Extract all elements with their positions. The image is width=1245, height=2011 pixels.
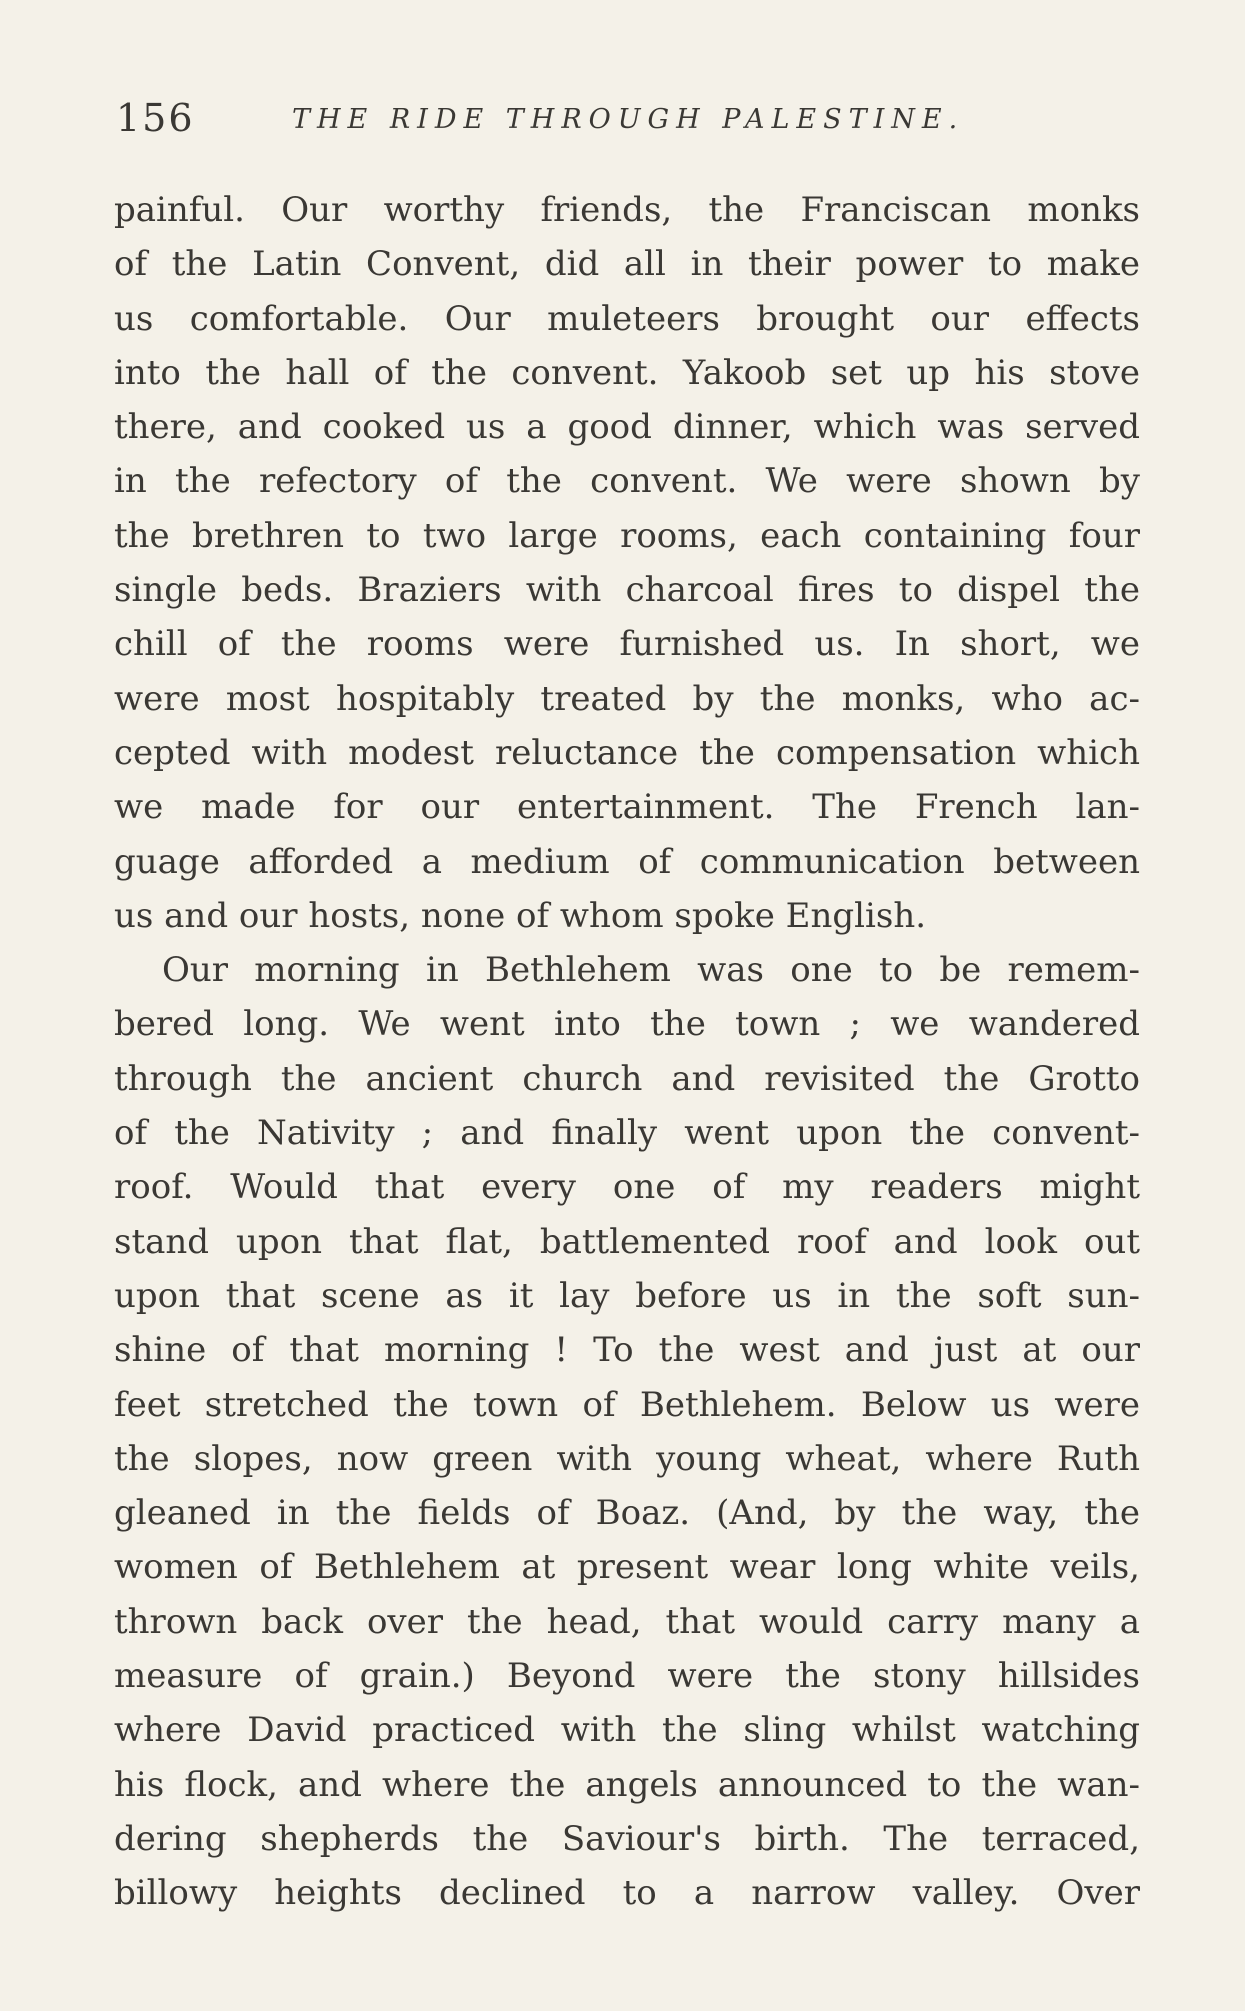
text-line: into the hall of the convent. Yakoob set up his stove: [114, 352, 1140, 393]
text-line: through the ancient church and revisited the Grotto: [114, 1058, 1140, 1099]
text-line: were most hospitably treated by the monks, who ac-: [114, 678, 1140, 719]
text-line: stand upon that flat, battlemented roof and look out: [114, 1221, 1140, 1262]
text-line: women of Bethlehem at present wear long white veils,: [114, 1547, 1140, 1588]
text-line: of the Nativity ; and finally went upon the convent-: [114, 1113, 1140, 1154]
text-line: upon that scene as it lay before us in the soft sun-: [114, 1275, 1140, 1316]
text-line: where David practiced with the sling whilst watching: [114, 1710, 1140, 1751]
text-line: painful. Our worthy friends, the Franciscan monks: [114, 190, 1140, 230]
text-line: feet stretched the town of Bethlehem. Below us were: [114, 1384, 1140, 1425]
text-line: the slopes, now green with young wheat, where Ruth: [114, 1438, 1140, 1479]
text-line: of the Latin Convent, did all in their power to make: [114, 244, 1140, 285]
text-line: cepted with modest reluctance the compensation which: [114, 732, 1140, 773]
text-line: bered long. We went into the town ; we wandered: [114, 1004, 1140, 1045]
text-line: shine of that morning ! To the west and just at our: [114, 1330, 1140, 1371]
text-line: us comfortable. Our muleteers brought our effects: [114, 298, 1140, 339]
text-line: the brethren to two large rooms, each containing four: [114, 515, 1140, 556]
text-line: measure of grain.) Beyond were the stony hillsides: [114, 1656, 1140, 1697]
text-line: roof. Would that every one of my readers might: [114, 1167, 1140, 1208]
text-line: dering shepherds the Saviour's birth. The terraced,: [114, 1818, 1140, 1859]
running-title: THE RIDE THROUGH PALESTINE.: [292, 104, 965, 135]
text-line: billowy heights declined to a narrow valley. Over: [114, 1873, 1140, 1914]
text-line: gleaned in the fields of Boaz. (And, by the way, the: [114, 1493, 1140, 1534]
text-line: single beds. Braziers with charcoal fires to dispel the: [114, 570, 1140, 611]
text-line: guage afforded a medium of communication between: [114, 841, 1140, 882]
paragraph-end-line: us and our hosts, none of whom spoke English.: [114, 895, 927, 936]
text-line: in the refectory of the convent. We were shown by: [114, 461, 1140, 502]
text-line: we made for our entertainment. The French lan-: [114, 787, 1140, 828]
text-line: his flock, and where the angels announced to the wan-: [114, 1764, 1140, 1805]
page-header: [116, 96, 1140, 156]
text-line: chill of the rooms were furnished us. In short, we: [114, 624, 1140, 665]
text-line: thrown back over the head, that would carry many a: [114, 1601, 1140, 1642]
text-line: there, and cooked us a good dinner, which was served: [114, 407, 1140, 448]
page-number: 156: [116, 96, 195, 140]
paragraph-start-line: Our morning in Bethlehem was one to be remem-: [162, 950, 1140, 991]
body-text: [114, 183, 1140, 1921]
